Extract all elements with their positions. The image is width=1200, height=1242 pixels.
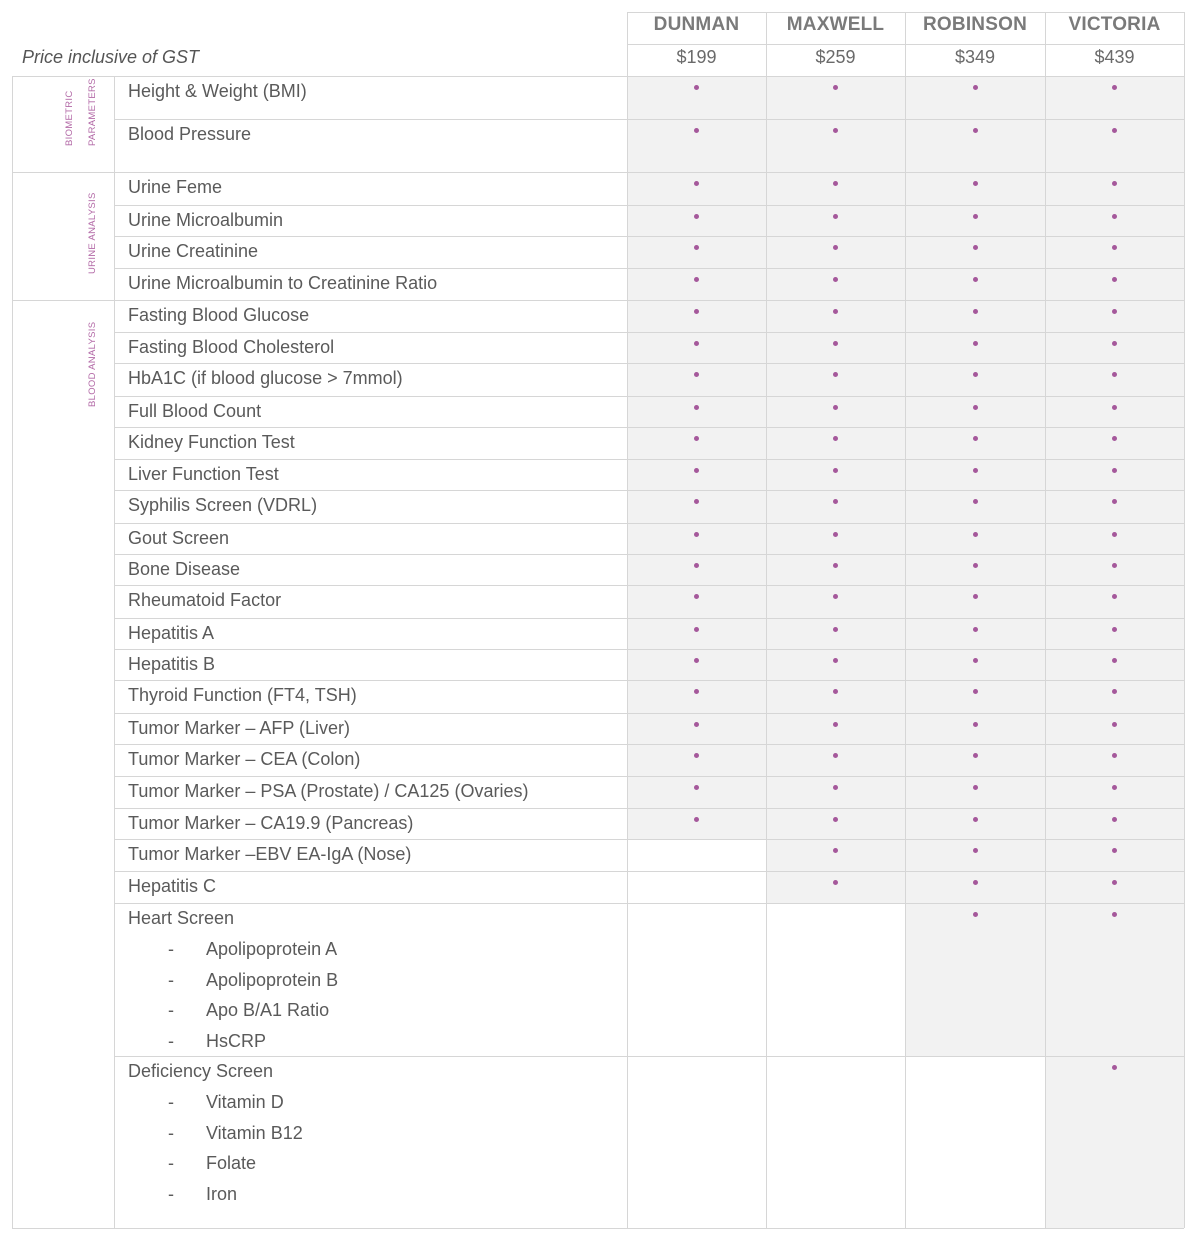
included-bullet — [973, 912, 978, 917]
sub-item-name: HsCRP — [206, 1030, 267, 1051]
sub-item-name: Vitamin B12 — [206, 1122, 303, 1143]
package-name-victoria: VICTORIA — [1068, 14, 1161, 35]
included-cell-shade — [905, 808, 1045, 839]
included-bullet — [1112, 85, 1117, 90]
package-name-dunman: DUNMAN — [653, 14, 740, 35]
included-cell-shade — [905, 523, 1045, 554]
included-bullet — [973, 245, 978, 250]
included-bullet — [833, 722, 838, 727]
included-bullet — [694, 214, 699, 219]
included-cell-shade — [1045, 808, 1184, 839]
test-name: Syphilis Screen (VDRL) — [128, 495, 318, 515]
included-bullet — [694, 436, 699, 441]
included-cell-shade — [905, 300, 1045, 332]
included-cell-shade — [905, 490, 1045, 523]
sub-item-dash: - — [168, 1153, 174, 1173]
included-cell-shade — [766, 236, 905, 268]
test-name: Urine Creatinine — [128, 241, 259, 261]
section-divider — [12, 172, 1184, 173]
included-cell-shade — [766, 332, 905, 363]
included-bullet — [1112, 563, 1117, 568]
included-bullet — [973, 181, 978, 186]
included-cell-shade — [1045, 76, 1184, 119]
included-cell-shade — [627, 332, 766, 363]
included-bullet — [694, 309, 699, 314]
included-cell-shade — [1045, 554, 1184, 585]
included-cell-shade — [905, 396, 1045, 427]
included-bullet — [973, 722, 978, 727]
included-cell-shade — [627, 618, 766, 649]
sub-item-dash: - — [168, 1092, 174, 1112]
included-bullet — [973, 532, 978, 537]
test-name: Hepatitis A — [128, 623, 215, 643]
sub-item-dash: - — [168, 1122, 174, 1143]
row-divider — [114, 649, 1184, 650]
included-bullet — [973, 436, 978, 441]
included-bullet — [833, 372, 838, 377]
package-price-dunman: $199 — [676, 47, 717, 67]
included-bullet — [833, 405, 838, 410]
row-divider — [114, 903, 1184, 904]
test-name: Hepatitis B — [128, 654, 216, 674]
test-name: Urine Microalbumin to Creatinine Ratio — [128, 273, 438, 293]
included-bullet — [973, 753, 978, 758]
included-cell-shade — [1045, 172, 1184, 205]
included-bullet — [833, 468, 838, 473]
included-cell-shade — [627, 300, 766, 332]
test-name: Liver Function Test — [128, 464, 279, 484]
included-bullet — [694, 753, 699, 758]
included-bullet — [833, 85, 838, 90]
included-cell-shade — [905, 744, 1045, 776]
included-bullet — [1112, 499, 1117, 504]
price-note: Price inclusive of GST — [22, 47, 200, 67]
package-name-maxwell: MAXWELL — [786, 14, 885, 35]
included-bullet — [973, 309, 978, 314]
included-cell-shade — [766, 205, 905, 236]
test-name: Tumor Marker –EBV EA-IgA (Nose) — [128, 844, 412, 864]
included-bullet — [973, 817, 978, 822]
included-cell-shade — [905, 427, 1045, 459]
sub-item-name: Apolipoprotein B — [206, 969, 339, 990]
included-cell-shade — [766, 680, 905, 713]
included-bullet — [1112, 128, 1117, 133]
sub-item-dash: - — [168, 969, 174, 990]
header-bottom-border — [12, 76, 1184, 77]
included-bullet — [973, 405, 978, 410]
included-cell-shade — [627, 490, 766, 523]
sub-item-name: Iron — [206, 1183, 238, 1204]
included-bullet — [833, 689, 838, 694]
included-bullet — [1112, 848, 1117, 853]
sub-item-dash: - — [168, 939, 174, 959]
included-bullet — [1112, 817, 1117, 822]
included-cell-shade — [766, 649, 905, 680]
included-bullet — [833, 658, 838, 663]
included-bullet — [973, 341, 978, 346]
included-cell-shade — [1045, 649, 1184, 680]
included-bullet — [694, 658, 699, 663]
included-bullet — [694, 128, 699, 133]
included-cell-shade — [627, 649, 766, 680]
included-cell-shade — [1045, 776, 1184, 808]
section-divider — [12, 300, 1184, 301]
included-bullet — [694, 277, 699, 282]
package-column-border — [627, 12, 628, 1228]
included-bullet — [973, 128, 978, 133]
included-bullet — [1112, 309, 1117, 314]
included-cell-shade — [1045, 713, 1184, 744]
included-bullet — [833, 436, 838, 441]
row-divider — [114, 744, 1184, 745]
included-cell-shade — [1045, 427, 1184, 459]
included-bullet — [973, 468, 978, 473]
test-name: Gout Screen — [128, 528, 230, 548]
included-bullet — [973, 785, 978, 790]
included-cell-shade — [1045, 585, 1184, 618]
included-bullet — [973, 594, 978, 599]
included-cell-shade — [905, 76, 1045, 119]
included-bullet — [833, 499, 838, 504]
included-cell-shade — [905, 839, 1045, 871]
included-bullet — [1112, 912, 1117, 917]
test-name: Urine Microalbumin — [128, 210, 284, 230]
included-bullet — [1112, 532, 1117, 537]
row-divider — [114, 236, 1184, 237]
included-bullet — [973, 658, 978, 663]
included-bullet — [1112, 1065, 1117, 1070]
included-cell-shade — [627, 523, 766, 554]
included-cell-shade — [905, 554, 1045, 585]
test-name: Height & Weight (BMI) — [128, 81, 307, 101]
row-divider — [114, 1056, 1184, 1057]
test-name: Full Blood Count — [128, 401, 262, 421]
included-bullet — [694, 468, 699, 473]
included-cell-shade — [627, 205, 766, 236]
included-bullet — [833, 128, 838, 133]
included-cell-shade — [627, 713, 766, 744]
included-cell-shade — [1045, 332, 1184, 363]
included-cell-shade — [1045, 871, 1184, 903]
section-label-0: BIOMETRIC — [64, 90, 75, 146]
included-cell-shade — [766, 744, 905, 776]
row-divider — [114, 808, 1184, 809]
included-cell-shade — [627, 776, 766, 808]
included-cell-shade — [766, 490, 905, 523]
test-name: Tumor Marker – CA19.9 (Pancreas) — [128, 813, 414, 833]
included-cell-shade — [766, 839, 905, 871]
included-cell-shade — [766, 585, 905, 618]
row-divider — [114, 523, 1184, 524]
included-bullet — [694, 627, 699, 632]
included-cell-shade — [905, 585, 1045, 618]
included-bullet — [694, 85, 699, 90]
included-cell-shade — [766, 119, 905, 172]
sub-item-name: Apolipoprotein A — [206, 939, 338, 959]
included-bullet — [973, 214, 978, 219]
row-divider — [114, 871, 1184, 872]
sub-item-name: Apo B/A1 Ratio — [206, 1000, 330, 1020]
test-name: Heart Screen — [128, 908, 235, 928]
included-bullet — [694, 785, 699, 790]
included-bullet — [833, 245, 838, 250]
test-name: Fasting Blood Cholesterol — [128, 337, 335, 357]
test-name: Blood Pressure — [128, 124, 252, 144]
package-price-victoria: $439 — [1094, 47, 1135, 67]
test-name: Hepatitis C — [128, 876, 217, 896]
row-divider — [114, 839, 1184, 840]
included-cell-shade — [766, 554, 905, 585]
included-bullet — [694, 532, 699, 537]
included-bullet — [1112, 658, 1117, 663]
included-cell-shade — [627, 427, 766, 459]
included-cell-shade — [627, 236, 766, 268]
included-bullet — [833, 563, 838, 568]
included-bullet — [833, 785, 838, 790]
test-name: Deficiency Screen — [128, 1061, 274, 1081]
included-cell-shade — [1045, 268, 1184, 300]
included-bullet — [694, 405, 699, 410]
included-bullet — [694, 563, 699, 568]
included-cell-shade — [627, 119, 766, 172]
included-cell-shade — [905, 332, 1045, 363]
included-bullet — [1112, 372, 1117, 377]
included-cell-shade — [1045, 903, 1184, 1056]
included-cell-shade — [627, 808, 766, 839]
included-cell-shade — [766, 300, 905, 332]
included-bullet — [973, 372, 978, 377]
included-cell-shade — [766, 172, 905, 205]
included-bullet — [694, 722, 699, 727]
included-bullet — [973, 277, 978, 282]
package-column-border — [766, 12, 767, 1228]
included-bullet — [973, 848, 978, 853]
included-bullet — [833, 753, 838, 758]
included-cell-shade — [905, 236, 1045, 268]
included-cell-shade — [905, 649, 1045, 680]
included-cell-shade — [766, 76, 905, 119]
included-bullet — [833, 181, 838, 186]
row-divider — [114, 713, 1184, 714]
included-cell-shade — [766, 268, 905, 300]
included-bullet — [973, 627, 978, 632]
included-bullet — [694, 341, 699, 346]
included-cell-shade — [766, 808, 905, 839]
included-bullet — [1112, 753, 1117, 758]
included-bullet — [1112, 594, 1117, 599]
included-bullet — [1112, 214, 1117, 219]
included-bullet — [833, 214, 838, 219]
included-bullet — [833, 848, 838, 853]
package-column-border — [1045, 12, 1046, 1228]
test-name: Tumor Marker – AFP (Liver) — [128, 718, 351, 738]
package-price-robinson: $349 — [954, 47, 996, 67]
package-column-border — [905, 12, 906, 1228]
included-cell-shade — [1045, 1056, 1184, 1228]
included-cell-shade — [627, 268, 766, 300]
row-divider — [114, 618, 1184, 619]
included-bullet — [833, 594, 838, 599]
included-bullet — [694, 594, 699, 599]
included-bullet — [1112, 689, 1117, 694]
table-bottom-border — [12, 1228, 1184, 1229]
included-bullet — [694, 689, 699, 694]
included-bullet — [833, 341, 838, 346]
test-name: Tumor Marker – PSA (Prostate) / CA125 (Ovaries) — [128, 781, 529, 801]
included-cell-shade — [905, 268, 1045, 300]
row-divider — [114, 776, 1184, 777]
row-divider — [114, 363, 1184, 364]
test-name: Kidney Function Test — [128, 432, 295, 452]
section-label-2: BLOOD ANALYSIS — [87, 321, 98, 407]
section-label-1: URINE ANALYSIS — [87, 192, 98, 274]
table-right-border — [1184, 12, 1185, 1228]
included-cell-shade — [905, 713, 1045, 744]
included-bullet — [833, 627, 838, 632]
table-left-border — [12, 76, 13, 1228]
test-name: HbA1C (if blood glucose > 7mmol) — [128, 368, 403, 388]
included-bullet — [1112, 405, 1117, 410]
included-cell-shade — [766, 713, 905, 744]
included-cell-shade — [905, 363, 1045, 396]
test-name: Fasting Blood Glucose — [128, 305, 310, 325]
row-divider — [114, 680, 1184, 681]
included-bullet — [1112, 627, 1117, 632]
included-bullet — [1112, 181, 1117, 186]
included-cell-shade — [905, 172, 1045, 205]
package-price-maxwell: $259 — [815, 47, 856, 67]
included-cell-shade — [766, 776, 905, 808]
included-cell-shade — [905, 871, 1045, 903]
included-bullet — [694, 245, 699, 250]
sub-item-dash: - — [168, 1183, 174, 1204]
included-cell-shade — [627, 459, 766, 490]
included-cell-shade — [766, 427, 905, 459]
included-cell-shade — [1045, 236, 1184, 268]
included-bullet — [1112, 785, 1117, 790]
included-bullet — [833, 277, 838, 282]
included-bullet — [833, 532, 838, 537]
included-bullet — [1112, 436, 1117, 441]
included-cell-shade — [905, 618, 1045, 649]
test-name: Tumor Marker – CEA (Colon) — [128, 749, 361, 769]
row-divider — [114, 396, 1184, 397]
sub-item-name: Vitamin D — [206, 1092, 284, 1112]
included-cell-shade — [627, 680, 766, 713]
included-cell-shade — [766, 871, 905, 903]
included-bullet — [973, 85, 978, 90]
included-cell-shade — [1045, 744, 1184, 776]
included-bullet — [833, 309, 838, 314]
included-cell-shade — [1045, 119, 1184, 172]
included-bullet — [833, 817, 838, 822]
included-bullet — [1112, 722, 1117, 727]
included-cell-shade — [627, 76, 766, 119]
included-cell-shade — [627, 396, 766, 427]
included-cell-shade — [627, 744, 766, 776]
included-cell-shade — [1045, 300, 1184, 332]
included-cell-shade — [1045, 618, 1184, 649]
sub-item-name: Folate — [206, 1153, 257, 1173]
included-cell-shade — [627, 172, 766, 205]
included-bullet — [694, 181, 699, 186]
test-name: Urine Feme — [128, 177, 223, 197]
included-bullet — [973, 499, 978, 504]
included-cell-shade — [905, 776, 1045, 808]
included-cell-shade — [627, 554, 766, 585]
row-divider — [114, 119, 1184, 120]
included-cell-shade — [905, 205, 1045, 236]
included-cell-shade — [627, 363, 766, 396]
included-cell-shade — [1045, 523, 1184, 554]
included-bullet — [973, 880, 978, 885]
row-divider — [114, 205, 1184, 206]
included-cell-shade — [1045, 839, 1184, 871]
included-cell-shade — [1045, 490, 1184, 523]
row-divider — [114, 585, 1184, 586]
included-cell-shade — [905, 459, 1045, 490]
row-divider — [114, 332, 1184, 333]
included-bullet — [694, 817, 699, 822]
included-cell-shade — [905, 903, 1045, 1056]
included-cell-shade — [766, 618, 905, 649]
included-cell-shade — [1045, 363, 1184, 396]
included-bullet — [694, 372, 699, 377]
included-cell-shade — [905, 119, 1045, 172]
included-bullet — [1112, 341, 1117, 346]
included-bullet — [694, 499, 699, 504]
test-name: Thyroid Function (FT4, TSH) — [128, 685, 357, 705]
included-cell-shade — [766, 363, 905, 396]
included-bullet — [973, 563, 978, 568]
row-divider — [114, 427, 1184, 428]
test-name: Bone Disease — [128, 559, 241, 579]
included-bullet — [1112, 468, 1117, 473]
included-bullet — [1112, 880, 1117, 885]
included-cell-shade — [905, 680, 1045, 713]
sub-item-dash: - — [168, 1030, 174, 1051]
row-divider — [114, 459, 1184, 460]
included-bullet — [1112, 245, 1117, 250]
package-name-robinson: ROBINSON — [923, 14, 1027, 35]
sub-item-dash: - — [168, 1000, 174, 1020]
included-bullet — [833, 880, 838, 885]
included-cell-shade — [766, 459, 905, 490]
included-cell-shade — [1045, 459, 1184, 490]
included-bullet — [973, 689, 978, 694]
row-divider — [114, 490, 1184, 491]
included-cell-shade — [1045, 396, 1184, 427]
included-cell-shade — [1045, 205, 1184, 236]
test-name: Rheumatoid Factor — [128, 590, 282, 610]
row-divider — [114, 554, 1184, 555]
included-cell-shade — [627, 585, 766, 618]
row-divider — [114, 268, 1184, 269]
section-label-0: PARAMETERS — [87, 78, 98, 146]
included-bullet — [1112, 277, 1117, 282]
included-cell-shade — [1045, 680, 1184, 713]
included-cell-shade — [766, 396, 905, 427]
included-cell-shade — [766, 523, 905, 554]
